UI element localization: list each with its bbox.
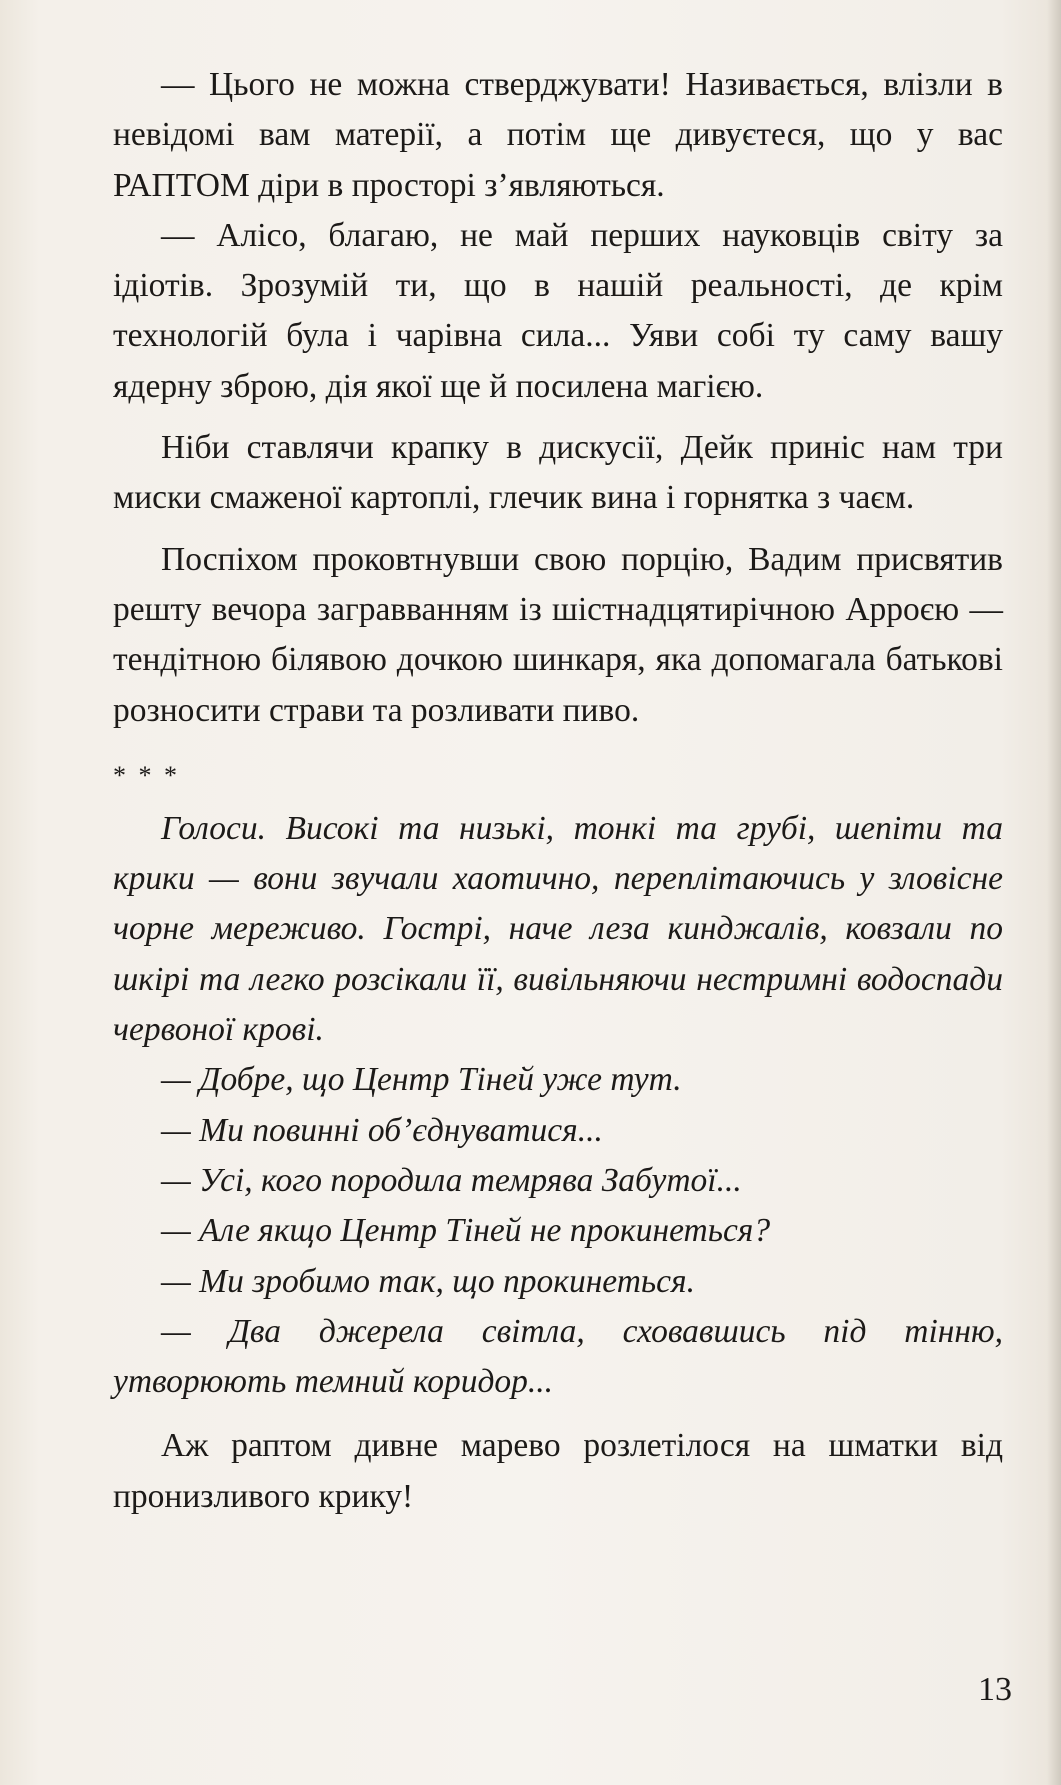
paragraph-1: — Цього не можна стверджувати! Називається, влізли в невідомі вам матерії, а потім ще дивуєтеся, що у вас РАПТОМ діри в просторі з’являються. <box>113 66 1003 204</box>
page-number: 13 <box>978 1671 1012 1708</box>
italic-line-3: — Усі, кого породила темрява Забутої... <box>161 1161 742 1199</box>
italic-intro: Голоси. Високі та низькі, тонкі та грубі, шепіти та крики — вони звучали хаотично, переплітаючись у зловісне чорне мереживо. Гострі, наче леза кинджалів, ковзали по шкірі та легко розсікали її, вивільняючи нестримні водоспади червоної крові. <box>113 809 1003 1049</box>
paragraph-2: — Алісо, благаю, не май перших науковців світу за ідіотів. Зрозумій ти, що в нашій реальності, де крім технологій була і чарівна сила... Уяви собі ту саму вашу ядерну зброю, дія якої ще й посилена магією. <box>113 216 1003 405</box>
paragraph-4: Поспіхом проковтнувши свою порцію, Вадим присвятив решту вечора загравванням із шістнадцятирічною Арроєю — тендітною білявою дочкою шинкаря, яка допомагала батькові розносити страви та розливати пиво. <box>113 540 1003 729</box>
page-spine-shadow <box>1047 0 1061 1785</box>
italic-line-6: — Два джерела світла, сховавшись під тінню, утворюють темний коридор... <box>113 1312 1003 1401</box>
italic-line-2: — Ми повинні об’єднуватися... <box>161 1111 603 1149</box>
italic-passage <box>113 804 1003 1408</box>
section-break: * * * <box>113 760 180 790</box>
italic-line-4: — Але якщо Центр Тіней не прокинеться? <box>161 1212 771 1250</box>
closing-paragraph: Аж раптом дивне марево розлетілося на шматки від пронизливого крику! <box>113 1427 1003 1515</box>
paragraph-3: Ніби ставлячи крапку в дискусії, Дейк приніс нам три миски смаженої картоплі, глечик вина і горнятка з чаєм. <box>113 429 1003 517</box>
page-body <box>113 60 1003 1522</box>
italic-line-1: — Добре, що Центр Тіней уже тут. <box>161 1061 682 1099</box>
italic-line-5: — Ми зробимо так, що прокинеться. <box>161 1262 695 1300</box>
